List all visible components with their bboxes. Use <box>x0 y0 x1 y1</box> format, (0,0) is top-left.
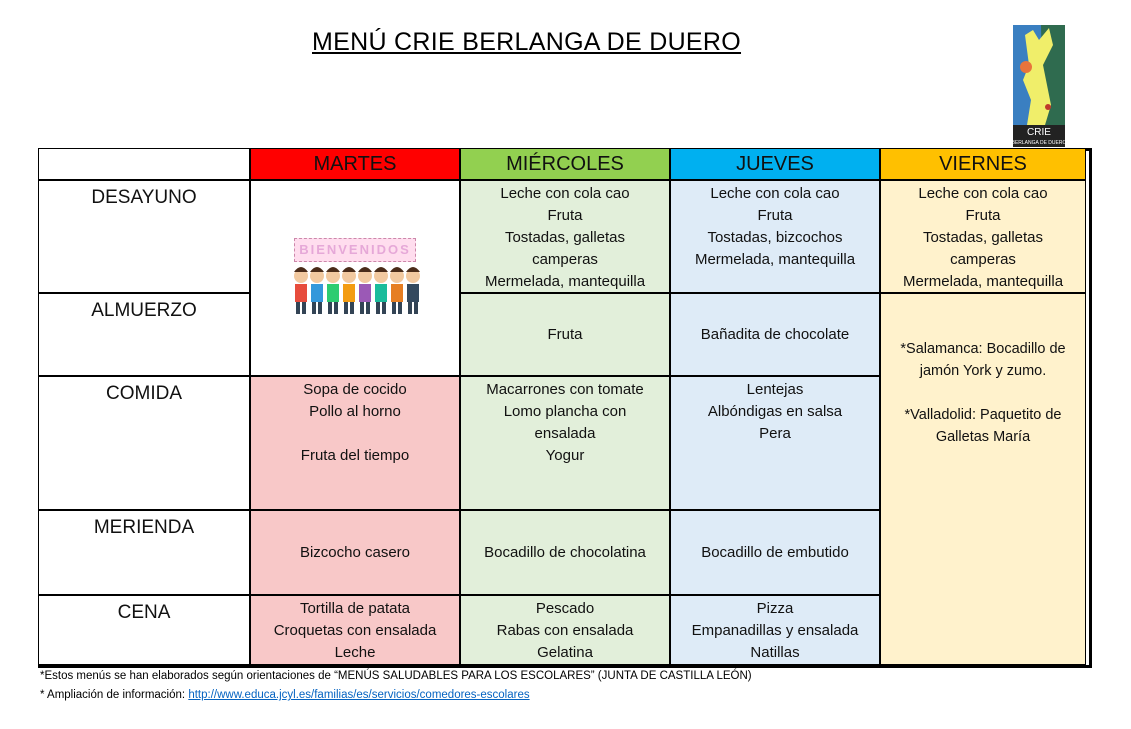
menu-item: Fruta del tiempo <box>300 447 410 464</box>
menu-item: Albóndigas en salsa <box>707 403 843 420</box>
menu-item: Bizcocho casero <box>299 543 411 561</box>
menu-item: Fruta <box>547 325 583 343</box>
menu-item: Pizza <box>756 600 794 617</box>
martes-merienda <box>250 510 460 595</box>
menu-item: Lentejas <box>746 381 804 398</box>
menu-item: Tostadas, bizcochos <box>707 229 843 246</box>
menu-item: Natillas <box>750 644 800 661</box>
jueves-merienda <box>670 510 880 595</box>
miercoles-comida <box>460 376 670 510</box>
svg-text:BERLANGA DE DUERO: BERLANGA DE DUERO <box>1013 140 1065 146</box>
menu-item: Pollo al horno <box>309 403 401 420</box>
menu-item: Bocadillo de embutido <box>701 543 849 561</box>
menu-item: jamón York y zumo. <box>919 363 1047 379</box>
menu-item: Bañadita de chocolate <box>700 325 850 343</box>
meal-label: COMIDA <box>38 376 250 510</box>
jueves-desayuno <box>670 180 880 293</box>
jueves-comida <box>670 376 880 510</box>
footer-note: *Estos menús se han elaborados según orientaciones de “MENÚS SALUDABLES PARA LOS ESCOLARES” (JUNTA DE CASTILLA LEÓN) <box>40 670 752 682</box>
svg-text:CRIE: CRIE <box>1027 127 1051 138</box>
viernes-resto <box>880 293 1086 665</box>
menu-item: Gelatina <box>537 644 593 661</box>
children-illustration <box>285 262 425 318</box>
header-1: MIÉRCOLES <box>460 148 670 180</box>
menu-item: Fruta <box>965 207 1001 224</box>
menu-item: Pera <box>759 425 791 442</box>
menu-item: Sopa de cocido <box>303 381 407 398</box>
menu-item: Leche con cola cao <box>710 185 840 202</box>
miercoles-merienda <box>460 510 670 595</box>
menu-item: Fruta <box>547 207 583 224</box>
menu-item: Croquetas con ensalada <box>273 622 437 639</box>
info-link[interactable]: http://www.educa.jcyl.es/familias/es/servicios/comedores-escolares <box>188 689 530 701</box>
viernes-desayuno <box>880 180 1086 293</box>
menu-item: Bocadillo de chocolatina <box>484 543 646 561</box>
miercoles-almuerzo <box>460 293 670 376</box>
menu-item: *Salamanca: Bocadillo de <box>900 341 1066 357</box>
menu-item: Macarrones con tomate <box>486 381 644 398</box>
header-corner <box>38 148 250 180</box>
jueves-cena <box>670 595 880 665</box>
jueves-almuerzo <box>670 293 880 376</box>
menu-item: Lomo plancha con <box>503 403 627 420</box>
menu-item: Mermelada, mantequilla <box>484 273 646 290</box>
menu-item: Mermelada, mantequilla <box>694 251 856 268</box>
menu-item: Empanadillas y ensalada <box>691 622 859 639</box>
header-0: MARTES <box>250 148 460 180</box>
menu-table <box>38 148 1092 668</box>
meal-label: MERIENDA <box>38 510 250 595</box>
menu-item: Mermelada, mantequilla <box>902 273 1064 290</box>
meal-label: CENA <box>38 595 250 665</box>
menu-item: Rabas con ensalada <box>496 622 634 639</box>
meal-label: DESAYUNO <box>38 180 250 293</box>
footer-info <box>40 689 530 701</box>
footer-info-label: * Ampliación de información: <box>40 689 189 701</box>
menu-item: *Valladolid: Paquetito de <box>904 407 1062 423</box>
welcome-banner: BIENVENIDOS <box>294 238 416 262</box>
menu-item: camperas <box>532 251 598 268</box>
header-3: VIERNES <box>880 148 1086 180</box>
menu-item: Leche con cola cao <box>500 185 630 202</box>
menu-item: Tostadas, galletas <box>922 229 1044 246</box>
menu-item: ensalada <box>534 425 596 442</box>
menu-item: Tortilla de patata <box>299 600 411 617</box>
miercoles-cena <box>460 595 670 665</box>
martes-comida <box>250 376 460 510</box>
header-2: JUEVES <box>670 148 880 180</box>
page-title: MENÚ CRIE BERLANGA DE DUERO <box>312 28 742 56</box>
menu-item: Leche con cola cao <box>918 185 1048 202</box>
crie-logo <box>1013 25 1065 147</box>
menu-item: Pescado <box>535 600 595 617</box>
miercoles-desayuno <box>460 180 670 293</box>
menu-item: Tostadas, galletas <box>504 229 626 246</box>
menu-item: Yogur <box>545 447 585 464</box>
menu-item: Galletas María <box>935 429 1031 445</box>
martes-cena <box>250 595 460 665</box>
menu-item: Leche <box>334 644 376 661</box>
welcome-image <box>250 180 460 376</box>
menu-item: camperas <box>950 251 1016 268</box>
meal-label: ALMUERZO <box>38 293 250 376</box>
menu-item: Fruta <box>757 207 793 224</box>
